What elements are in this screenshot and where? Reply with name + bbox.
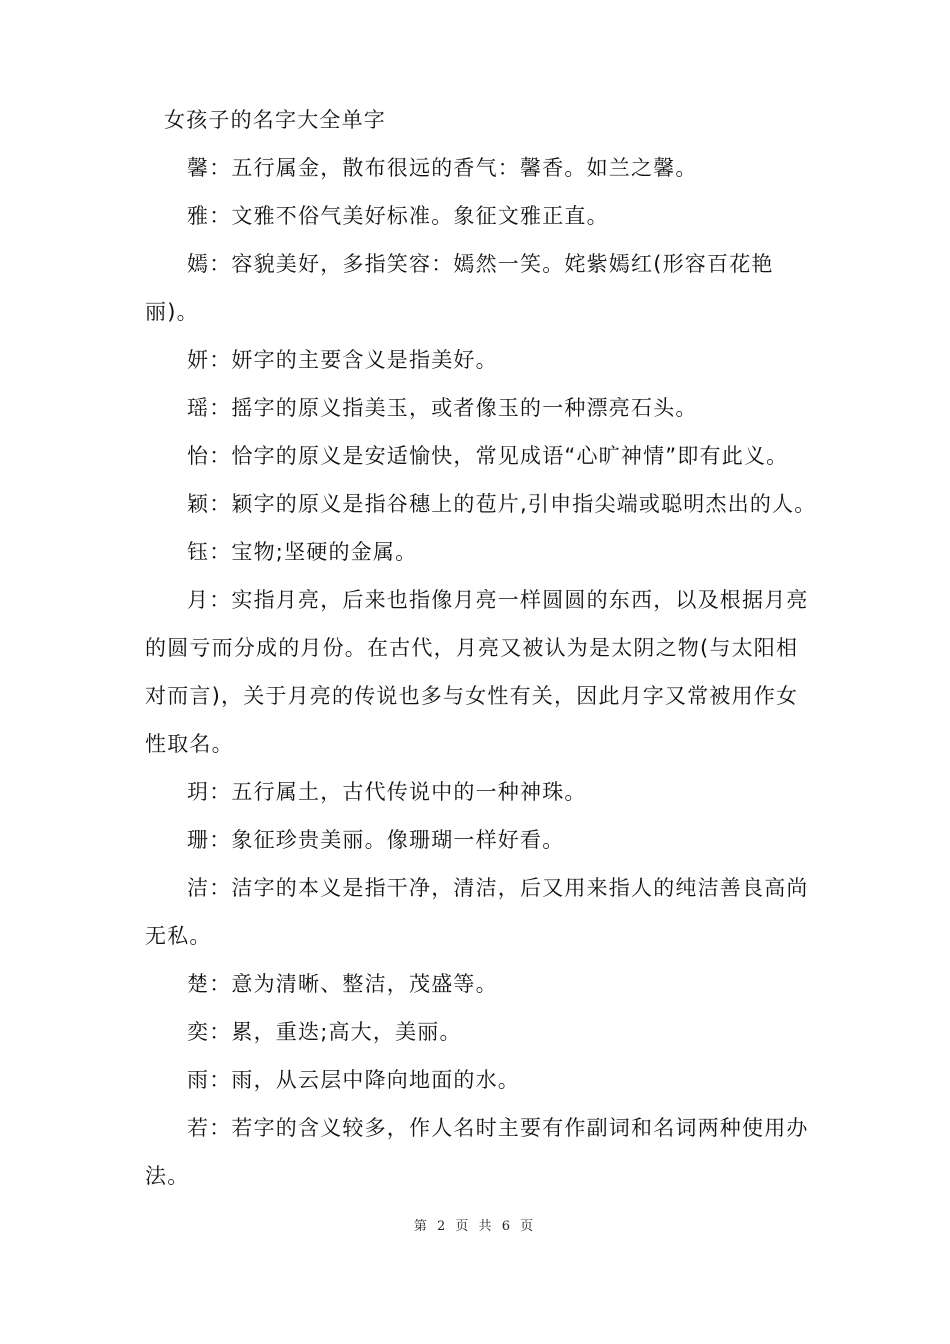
paragraph-xin: 馨：五行属金，散布很远的香气：馨香。如兰之馨。 xyxy=(187,156,698,180)
document-title: 女孩子的名字大全单字 xyxy=(164,108,386,132)
paragraph-yue: 月：实指月亮，后来也指像月亮一样圆圆的东西，以及根据月亮的圆亏而分成的月份。在古代，月亮又被认为是太阴之物(与太阳相对而言)，关于月亮的传说也多与女性有关，因此月字又常被用作女性取名。 xyxy=(145,588,809,756)
paragraph-shan: 珊：象征珍贵美丽。像珊瑚一样好看。 xyxy=(187,828,565,852)
paragraph-jie: 洁：洁字的本义是指干净，清洁，后又用来指人的纯洁善良高尚无私。 xyxy=(145,876,809,948)
paragraph-yi2: 奕：累，重迭;高大，美丽。 xyxy=(187,1020,462,1044)
document-body xyxy=(145,96,820,1200)
page-number-footer: 第 2 页 共 6 页 xyxy=(413,1219,537,1234)
paragraph-yan2: 妍：妍字的主要含义是指美好。 xyxy=(187,348,498,372)
paragraph-yan: 嫣：容貌美好，多指笑容：嫣然一笑。姹紫嫣红(形容百花艳丽)。 xyxy=(145,252,774,324)
paragraph-ya: 雅：文雅不俗气美好标准。象征文雅正直。 xyxy=(187,204,609,228)
paragraph-chu: 楚：意为清晰、整洁，茂盛等。 xyxy=(187,972,498,996)
paragraph-yue2: 玥：五行属土，古代传说中的一种神珠。 xyxy=(187,780,587,804)
paragraph-yu2: 雨：雨，从云层中降向地面的水。 xyxy=(187,1068,520,1092)
paragraph-ying: 颖：颖字的原义是指谷穗上的苞片,引申指尖端或聪明杰出的人。 xyxy=(187,492,817,516)
paragraph-yao: 瑶：摇字的原义指美玉，或者像玉的一种漂亮石头。 xyxy=(187,396,698,420)
paragraph-yi: 怡：恰字的原义是安适愉快，常见成语“心旷神情”即有此义。 xyxy=(187,444,789,468)
paragraph-ruo: 若：若字的含义较多，作人名时主要有作副词和名词两种使用办法。 xyxy=(145,1116,809,1188)
paragraph-yu: 钰：宝物;坚硬的金属。 xyxy=(187,540,418,564)
